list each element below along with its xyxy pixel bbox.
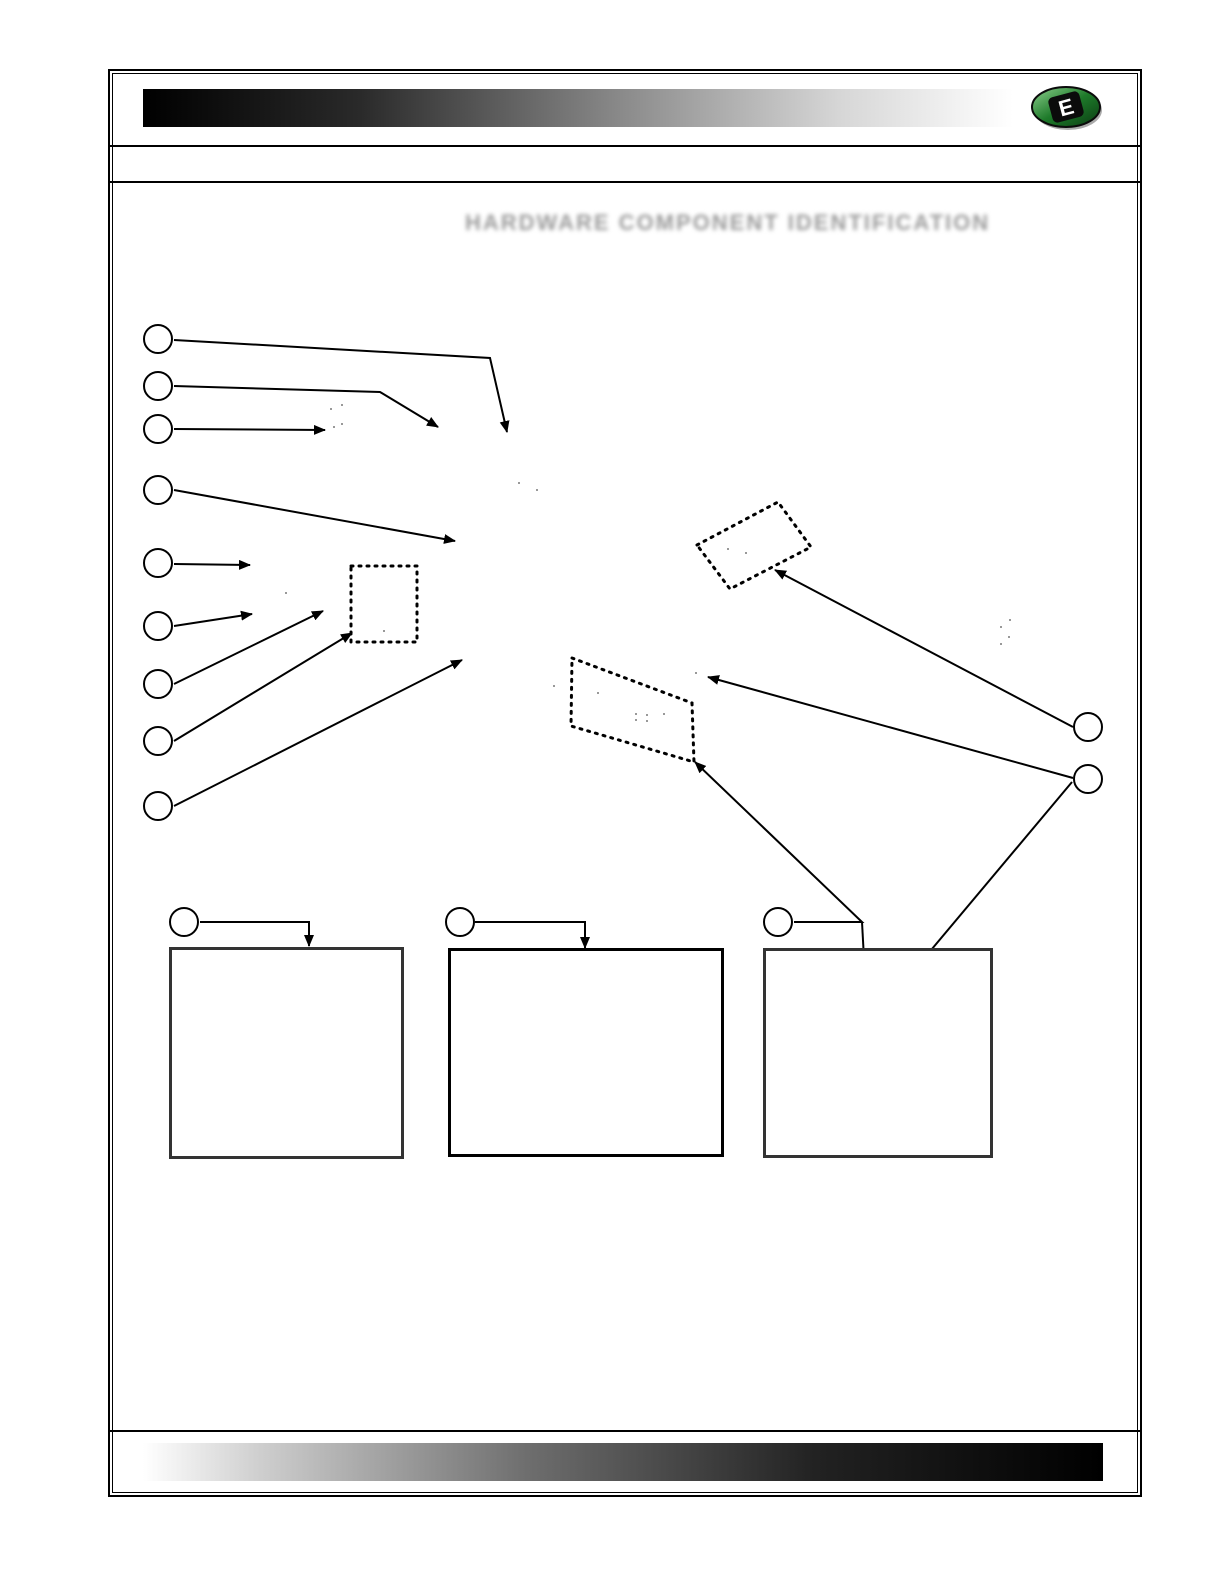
- footer-gradient-bar: [143, 1443, 1103, 1481]
- callout-circle-2: [143, 371, 173, 401]
- leader-line-9: [174, 660, 462, 806]
- leader-line-panel-3a: [695, 762, 862, 922]
- leader-line-panel-1: [200, 922, 309, 946]
- faint-specks: [285, 404, 1011, 722]
- svg-text:E: E: [1055, 93, 1077, 122]
- footer-rule: [110, 1430, 1140, 1432]
- detail-panel-1: [169, 947, 404, 1159]
- detail-panel-2: [448, 948, 724, 1157]
- leader-line-4: [174, 490, 455, 541]
- callout-circle-4: [143, 475, 173, 505]
- callout-circle-9: [143, 791, 173, 821]
- callout-circle-6: [143, 611, 173, 641]
- leader-line-2: [174, 386, 438, 427]
- leader-line-right-b1: [708, 677, 1073, 778]
- callout-circle-panel-2: [445, 907, 475, 937]
- callout-circle-panel-3: [763, 907, 793, 937]
- callout-circle-1: [143, 324, 173, 354]
- callout-circle-right-a: [1073, 712, 1103, 742]
- leader-line-right-a: [775, 570, 1073, 727]
- callout-circle-3: [143, 414, 173, 444]
- leader-line-6: [174, 614, 252, 626]
- leader-line-right-b2: [916, 782, 1072, 968]
- leader-line-panel-2: [475, 922, 585, 948]
- callout-circle-right-b: [1073, 764, 1103, 794]
- callout-circle-5: [143, 548, 173, 578]
- dotted-region-right: [697, 502, 811, 589]
- callout-circle-8: [143, 726, 173, 756]
- callout-circle-panel-1: [169, 907, 199, 937]
- callout-circle-7: [143, 669, 173, 699]
- leader-line-5: [174, 564, 250, 565]
- dotted-region-center: [571, 658, 694, 762]
- leader-line-3: [174, 429, 325, 430]
- leader-line-8: [174, 633, 352, 741]
- detail-panel-3: [763, 948, 993, 1158]
- leader-line-1: [174, 340, 507, 432]
- section-title: HARDWARE COMPONENT IDENTIFICATION: [465, 210, 991, 235]
